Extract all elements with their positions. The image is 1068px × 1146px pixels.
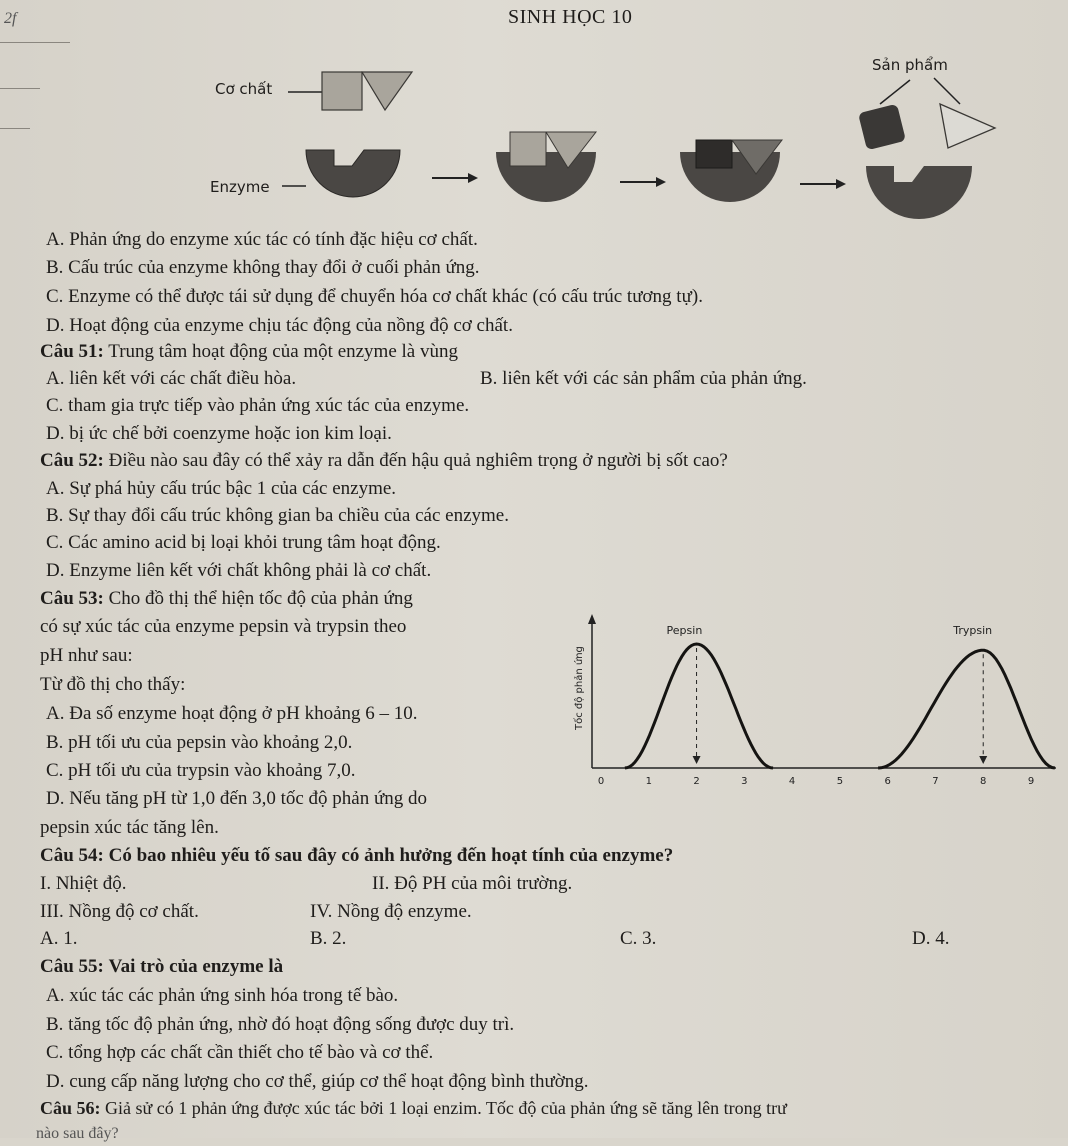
x-tick-label: 0 [597, 776, 605, 787]
q56-text-continued: nào sau đây? [36, 1125, 119, 1142]
q53-text-4: Từ đồ thị cho thấy: [40, 674, 186, 695]
peak-arrow-trypsin [979, 756, 987, 764]
q51-option-c: C. tham gia trực tiếp vào phản ứng xúc tác của enzyme. [46, 395, 470, 416]
q51-option-d: D. bị ức chế bởi coenzyme hoặc ion kim loại. [46, 423, 392, 444]
product-triangle [940, 104, 995, 148]
q55-number: Câu 55: [40, 956, 104, 977]
x-tick-label: 8 [980, 776, 987, 787]
q54-item-i: I. Nhiệt độ. [40, 873, 127, 894]
subject-header: SINH HỌC 10 [508, 6, 633, 28]
q53-option-a: A. Đa số enzyme hoạt động ở pH khoảng 6 – 10. [46, 703, 418, 724]
x-tick-label: 9 [1027, 776, 1035, 787]
q51-option-a: A. liên kết với các chất điều hòa. [46, 368, 297, 389]
x-tick-label: 5 [836, 776, 844, 787]
x-tick-label: 7 [932, 776, 939, 787]
q52-number: Câu 52: [40, 450, 104, 471]
y-axis-arrow [588, 614, 596, 624]
q50-option-d: D. Hoạt động của enzyme chịu tác động của nồng độ cơ chất. [46, 315, 513, 336]
q54-stem [40, 844, 673, 868]
q56-stem [40, 1096, 787, 1120]
q50-option-a: A. Phản ứng do enzyme xúc tác có tính đặc hiệu cơ chất. [46, 229, 478, 250]
enzyme-label: Enzyme [210, 178, 270, 196]
q54-item-ii: II. Độ PH của môi trường. [372, 873, 573, 894]
q54-item-iii: III. Nồng độ cơ chất. [40, 901, 199, 922]
series-label-trypsin: Trypsin [953, 624, 993, 637]
substrate-triangle [362, 72, 412, 110]
q51-stem [40, 340, 458, 364]
q53-number: Câu 53: [40, 588, 104, 609]
enzyme-released [866, 166, 972, 219]
peak-arrow-pepsin [693, 756, 701, 764]
q51-option-b: B. liên kết với các sản phẩm của phản ứng. [480, 368, 807, 389]
product-label: Sản phẩm [872, 56, 948, 74]
q51-text: Trung tâm hoạt động của một enzyme là vùng [108, 341, 458, 362]
q54-text: Có bao nhiêu yếu tố sau đây có ảnh hưởng đến hoạt tính của enzyme? [108, 845, 674, 866]
x-tick-label: 3 [741, 776, 748, 787]
q54-option-b: B. 2. [310, 928, 347, 949]
q56-text: Giả sử có 1 phản ứng được xúc tác bởi 1 loại enzim. Tốc độ của phản ứng sẽ tăng lên trong trư [105, 1098, 787, 1118]
q54-option-a: A. 1. [40, 928, 78, 949]
q52-text: Điều nào sau đây có thể xảy ra dẫn đến hậu quả nghiêm trọng ở người bị sốt cao? [108, 450, 728, 471]
q52-option-b: B. Sự thay đổi cấu trúc không gian ba chiều của các enzyme. [46, 505, 509, 526]
series-line-trypsin [878, 650, 1055, 768]
margin-note: 2f [4, 10, 17, 27]
q52-option-d: D. Enzyme liên kết với chất không phải là cơ chất. [46, 560, 432, 581]
q53-option-d: D. Nếu tăng pH từ 1,0 đến 3,0 tốc độ phản ứng do [46, 788, 428, 809]
x-tick-label: 1 [645, 776, 652, 787]
series-line-pepsin [625, 644, 773, 768]
q54-number: Câu 54: [40, 845, 104, 866]
substrate-square [322, 72, 362, 110]
q53-text-1: Cho đồ thị thể hiện tốc độ của phản ứng [108, 588, 413, 609]
enzyme-free [306, 150, 400, 197]
q51-number: Câu 51: [40, 341, 104, 362]
q54-item-iv: IV. Nồng độ enzyme. [310, 901, 472, 922]
q53-option-c: C. pH tối ưu của trypsin vào khoảng 7,0. [46, 760, 356, 781]
q52-stem [40, 449, 728, 473]
enzyme-ph-chart [560, 600, 1060, 840]
q53-text-2: có sự xúc tác của enzyme pepsin và trypsin theo [40, 616, 407, 637]
q54-option-c: C. 3. [620, 928, 657, 949]
q50-option-b: B. Cấu trúc của enzyme không thay đổi ở cuối phản ứng. [46, 257, 480, 278]
q55-stem [40, 955, 283, 979]
q52-option-c: C. Các amino acid bị loại khỏi trung tâm hoạt động. [46, 532, 441, 553]
product-square [858, 104, 906, 151]
q53-option-b: B. pH tối ưu của pepsin vào khoảng 2,0. [46, 732, 353, 753]
q55-option-d: D. cung cấp năng lượng cho cơ thể, giúp cơ thể hoạt động bình thường. [46, 1071, 589, 1092]
q54-option-d: D. 4. [912, 928, 950, 949]
x-tick-label: 4 [788, 776, 796, 787]
x-tick-label: 2 [693, 776, 700, 787]
y-axis-label: Tốc độ phản ứng [574, 646, 585, 730]
q56-number: Câu 56: [40, 1098, 101, 1118]
x-tick-label: 6 [884, 776, 891, 787]
series-label-pepsin: Pepsin [666, 624, 703, 637]
q53-stem [40, 587, 413, 611]
q52-option-a: A. Sự phá hủy cấu trúc bậc 1 của các enzyme. [46, 478, 397, 499]
q53-option-d-continued: pepsin xúc tác tăng lên. [40, 817, 219, 838]
q55-option-b: B. tăng tốc độ phản ứng, nhờ đó hoạt động sống được duy trì. [46, 1014, 515, 1035]
q55-option-c: C. tổng hợp các chất cần thiết cho tế bào và cơ thể. [46, 1042, 434, 1063]
q55-text: Vai trò của enzyme là [108, 956, 284, 977]
q50-option-c: C. Enzyme có thể được tái sử dụng để chuyển hóa cơ chất khác (có cấu trúc tương tự). [46, 286, 703, 307]
q53-text-3: pH như sau: [40, 645, 133, 666]
enzyme-substrate-diagram [0, 0, 1068, 240]
q55-option-a: A. xúc tác các phản ứng sinh hóa trong tế bào. [46, 985, 399, 1006]
substrate-label: Cơ chất [215, 80, 273, 98]
